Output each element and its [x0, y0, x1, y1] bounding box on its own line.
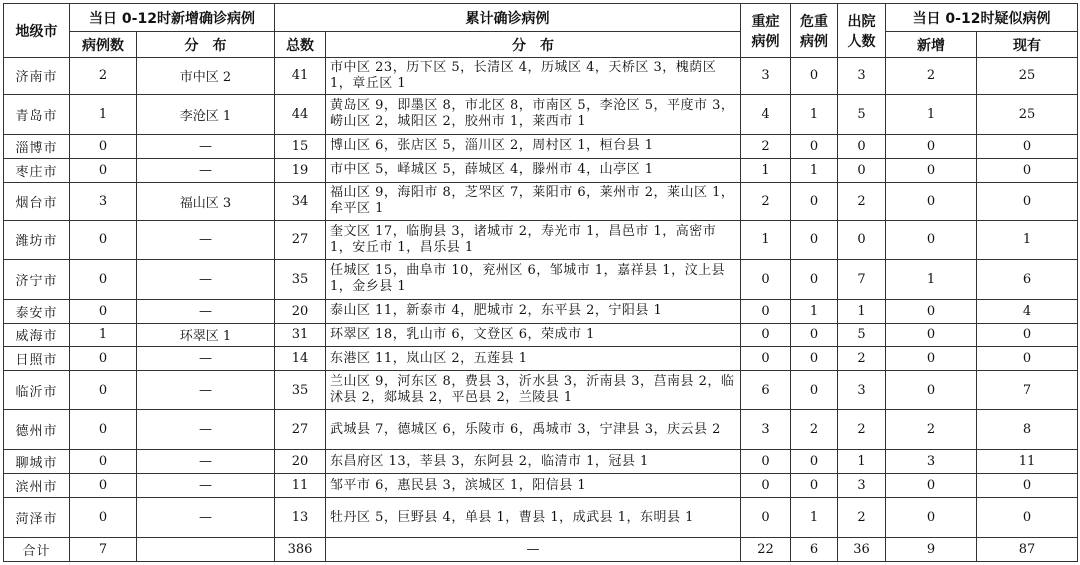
sus-current-cell: 0 — [977, 497, 1078, 537]
critical-cell: 0 — [791, 220, 838, 259]
dist-cell: — — [326, 538, 741, 562]
new-count-cell: 0 — [70, 497, 137, 537]
table-row — [4, 58, 1078, 95]
total-cell: 15 — [275, 134, 326, 158]
city-cell: 聊城市 — [4, 450, 70, 474]
sus-new-cell: 0 — [886, 134, 977, 158]
table-row — [4, 94, 1078, 134]
severe-cell: 0 — [741, 497, 791, 537]
sus-current-cell: 6 — [977, 259, 1078, 299]
new-dist-cell: — — [137, 158, 275, 182]
sus-current-cell: 0 — [977, 474, 1078, 498]
dist-cell: 牡丹区 5，巨野县 4，单县 1，曹县 1，成武县 1，东明县 1 — [326, 497, 741, 537]
city-cell: 枣庄市 — [4, 158, 70, 182]
header-discharged: 出院人数 — [838, 4, 886, 58]
new-dist-cell: 李沧区 1 — [137, 94, 275, 134]
severe-cell: 3 — [741, 58, 791, 95]
severe-cell: 0 — [741, 259, 791, 299]
discharged-cell: 3 — [838, 58, 886, 95]
header-cumulative: 累计确诊病例 — [275, 4, 741, 32]
sus-new-cell: 0 — [886, 347, 977, 371]
sus-current-cell: 7 — [977, 371, 1078, 410]
total-cell: 34 — [275, 182, 326, 220]
new-count-cell: 0 — [70, 371, 137, 410]
discharged-cell: 2 — [838, 410, 886, 450]
dist-cell: 东港区 11，岚山区 2，五莲县 1 — [326, 347, 741, 371]
table-row — [4, 158, 1078, 182]
city-cell: 淄博市 — [4, 134, 70, 158]
new-count-cell: 0 — [70, 347, 137, 371]
city-cell: 青岛市 — [4, 94, 70, 134]
critical-cell: 1 — [791, 94, 838, 134]
new-dist-cell: — — [137, 450, 275, 474]
critical-cell: 0 — [791, 182, 838, 220]
sus-current-cell: 8 — [977, 410, 1078, 450]
dist-cell: 奎文区 17，临朐县 3，诸城市 2，寿光市 1，昌邑市 1，高密市 1，安丘市 1，昌乐县 1 — [326, 220, 741, 259]
sus-new-cell: 0 — [886, 182, 977, 220]
critical-cell: 1 — [791, 299, 838, 323]
new-count-cell: 0 — [70, 158, 137, 182]
severe-cell: 0 — [741, 347, 791, 371]
new-count-cell: 0 — [70, 134, 137, 158]
dist-cell: 任城区 15，曲阜市 10，兖州区 6，邹城市 1，嘉祥县 1，汶上县 1，金乡县 1 — [326, 259, 741, 299]
new-dist-cell: — — [137, 347, 275, 371]
critical-cell: 0 — [791, 347, 838, 371]
sus-new-cell: 3 — [886, 450, 977, 474]
new-dist-cell: — — [137, 259, 275, 299]
critical-cell: 0 — [791, 134, 838, 158]
sus-current-cell: 87 — [977, 538, 1078, 562]
new-dist-cell: — — [137, 410, 275, 450]
new-dist-cell: 福山区 3 — [137, 182, 275, 220]
city-cell: 德州市 — [4, 410, 70, 450]
header-city: 地级市 — [4, 4, 70, 58]
new-count-cell: 0 — [70, 410, 137, 450]
total-cell: 19 — [275, 158, 326, 182]
table-row — [4, 220, 1078, 259]
total-row — [4, 538, 1078, 562]
total-cell: 44 — [275, 94, 326, 134]
sus-current-cell: 25 — [977, 94, 1078, 134]
dist-cell: 黄岛区 9，即墨区 8，市北区 8，市南区 5，李沧区 5，平度市 3，崂山区 2，城阳区 2，胶州市 1，莱西市 1 — [326, 94, 741, 134]
city-cell: 威海市 — [4, 323, 70, 347]
sus-new-cell: 1 — [886, 94, 977, 134]
sus-current-cell: 11 — [977, 450, 1078, 474]
severe-cell: 6 — [741, 371, 791, 410]
new-dist-cell: — — [137, 220, 275, 259]
new-dist-cell: — — [137, 474, 275, 498]
table-row — [4, 474, 1078, 498]
table-row — [4, 497, 1078, 537]
total-cell: 14 — [275, 347, 326, 371]
severe-cell: 1 — [741, 220, 791, 259]
city-cell: 临沂市 — [4, 371, 70, 410]
discharged-cell: 1 — [838, 450, 886, 474]
new-dist-cell: — — [137, 371, 275, 410]
total-cell: 31 — [275, 323, 326, 347]
header-severe: 重症病例 — [741, 4, 791, 58]
table-row — [4, 371, 1078, 410]
new-count-cell: 0 — [70, 299, 137, 323]
new-count-cell: 2 — [70, 58, 137, 95]
table-row — [4, 182, 1078, 220]
critical-cell: 0 — [791, 371, 838, 410]
discharged-cell: 0 — [838, 134, 886, 158]
dist-cell: 邹平市 6，惠民县 3，滨城区 1，阳信县 1 — [326, 474, 741, 498]
new-count-cell: 1 — [70, 94, 137, 134]
severe-cell: 2 — [741, 134, 791, 158]
new-count-cell: 3 — [70, 182, 137, 220]
critical-cell: 2 — [791, 410, 838, 450]
severe-cell: 0 — [741, 299, 791, 323]
sus-current-cell: 0 — [977, 158, 1078, 182]
dist-cell: 环翠区 18，乳山市 6，文登区 6，荣成市 1 — [326, 323, 741, 347]
new-count-cell: 0 — [70, 450, 137, 474]
total-cell: 35 — [275, 371, 326, 410]
discharged-cell: 7 — [838, 259, 886, 299]
discharged-cell: 5 — [838, 94, 886, 134]
new-count-cell: 1 — [70, 323, 137, 347]
dist-cell: 市中区 23，历下区 5，长清区 4，历城区 4，天桥区 3，槐荫区 1，章丘区 1 — [326, 58, 741, 95]
header-sus-current: 现有 — [977, 32, 1078, 58]
critical-cell: 6 — [791, 538, 838, 562]
city-cell: 菏泽市 — [4, 497, 70, 537]
severe-cell: 2 — [741, 182, 791, 220]
severe-cell: 1 — [741, 158, 791, 182]
new-dist-cell: 市中区 2 — [137, 58, 275, 95]
discharged-cell: 1 — [838, 299, 886, 323]
sus-new-cell: 0 — [886, 158, 977, 182]
header-suspected: 当日 0-12时疑似病例 — [886, 4, 1078, 32]
discharged-cell: 3 — [838, 474, 886, 498]
critical-cell: 1 — [791, 158, 838, 182]
discharged-cell: 2 — [838, 497, 886, 537]
sus-new-cell: 9 — [886, 538, 977, 562]
city-cell: 济宁市 — [4, 259, 70, 299]
dist-cell: 泰山区 11，新泰市 4，肥城市 2，东平县 2，宁阳县 1 — [326, 299, 741, 323]
sus-new-cell: 0 — [886, 220, 977, 259]
sus-current-cell: 0 — [977, 182, 1078, 220]
new-count-cell: 0 — [70, 474, 137, 498]
city-cell: 潍坊市 — [4, 220, 70, 259]
table-row — [4, 299, 1078, 323]
critical-cell: 0 — [791, 474, 838, 498]
total-cell: 11 — [275, 474, 326, 498]
new-dist-cell — [137, 538, 275, 562]
city-cell: 济南市 — [4, 58, 70, 95]
total-cell: 386 — [275, 538, 326, 562]
severe-cell: 0 — [741, 450, 791, 474]
table-row — [4, 134, 1078, 158]
city-cell: 滨州市 — [4, 474, 70, 498]
new-dist-cell: — — [137, 134, 275, 158]
dist-cell: 东昌府区 13，莘县 3，东阿县 2，临清市 1，冠县 1 — [326, 450, 741, 474]
severe-cell: 3 — [741, 410, 791, 450]
critical-cell: 0 — [791, 58, 838, 95]
header-cum-dist: 分 布 — [326, 32, 741, 58]
header-new-confirmed: 当日 0-12时新增确诊病例 — [70, 4, 275, 32]
total-cell: 13 — [275, 497, 326, 537]
total-cell: 41 — [275, 58, 326, 95]
sus-current-cell: 4 — [977, 299, 1078, 323]
severe-cell: 0 — [741, 323, 791, 347]
table-row — [4, 323, 1078, 347]
dist-cell: 博山区 6，张店区 5，淄川区 2，周村区 1，桓台县 1 — [326, 134, 741, 158]
new-count-cell: 0 — [70, 220, 137, 259]
severe-cell: 4 — [741, 94, 791, 134]
sus-new-cell: 0 — [886, 474, 977, 498]
sus-new-cell: 2 — [886, 410, 977, 450]
severe-cell: 22 — [741, 538, 791, 562]
sus-new-cell: 0 — [886, 497, 977, 537]
header-new-dist: 分 布 — [137, 32, 275, 58]
total-cell: 20 — [275, 450, 326, 474]
sus-new-cell: 0 — [886, 371, 977, 410]
dist-cell: 福山区 9，海阳市 8，芝罘区 7，莱阳市 6，莱州市 2，莱山区 1，牟平区 1 — [326, 182, 741, 220]
sus-current-cell: 0 — [977, 134, 1078, 158]
header-cum-total: 总数 — [275, 32, 326, 58]
sus-new-cell: 0 — [886, 299, 977, 323]
sus-current-cell: 1 — [977, 220, 1078, 259]
sus-new-cell: 0 — [886, 323, 977, 347]
critical-cell: 1 — [791, 497, 838, 537]
new-count-cell: 0 — [70, 259, 137, 299]
total-label-cell: 合计 — [4, 538, 70, 562]
sus-new-cell: 1 — [886, 259, 977, 299]
table-row — [4, 259, 1078, 299]
table-row — [4, 410, 1078, 450]
total-cell: 27 — [275, 410, 326, 450]
city-cell: 泰安市 — [4, 299, 70, 323]
discharged-cell: 2 — [838, 182, 886, 220]
discharged-cell: 3 — [838, 371, 886, 410]
sus-current-cell: 25 — [977, 58, 1078, 95]
dist-cell: 兰山区 9，河东区 8，费县 3，沂水县 3，沂南县 3，莒南县 2，临沭县 2，郯城县 2，平邑县 2，兰陵县 1 — [326, 371, 741, 410]
new-dist-cell: — — [137, 497, 275, 537]
header-new-count: 病例数 — [70, 32, 137, 58]
total-cell: 27 — [275, 220, 326, 259]
total-cell: 35 — [275, 259, 326, 299]
discharged-cell: 0 — [838, 158, 886, 182]
total-cell: 20 — [275, 299, 326, 323]
new-dist-cell: 环翠区 1 — [137, 323, 275, 347]
severe-cell: 0 — [741, 474, 791, 498]
discharged-cell: 5 — [838, 323, 886, 347]
covid-case-table — [3, 3, 1078, 562]
table-header — [4, 4, 1078, 58]
header-sus-new: 新增 — [886, 32, 977, 58]
dist-cell: 市中区 5，峄城区 5，薛城区 4，滕州市 4，山亭区 1 — [326, 158, 741, 182]
sus-current-cell: 0 — [977, 347, 1078, 371]
dist-cell: 武城县 7，德城区 6，乐陵市 6，禹城市 3，宁津县 3，庆云县 2 — [326, 410, 741, 450]
new-dist-cell: — — [137, 299, 275, 323]
sus-current-cell: 0 — [977, 323, 1078, 347]
sus-new-cell: 2 — [886, 58, 977, 95]
critical-cell: 0 — [791, 259, 838, 299]
table-body — [4, 58, 1078, 562]
critical-cell: 0 — [791, 323, 838, 347]
discharged-cell: 2 — [838, 347, 886, 371]
city-cell: 日照市 — [4, 347, 70, 371]
discharged-cell: 0 — [838, 220, 886, 259]
header-critical: 危重病例 — [791, 4, 838, 58]
discharged-cell: 36 — [838, 538, 886, 562]
table-row — [4, 450, 1078, 474]
table-row — [4, 347, 1078, 371]
critical-cell: 0 — [791, 450, 838, 474]
new-count-cell: 7 — [70, 538, 137, 562]
city-cell: 烟台市 — [4, 182, 70, 220]
